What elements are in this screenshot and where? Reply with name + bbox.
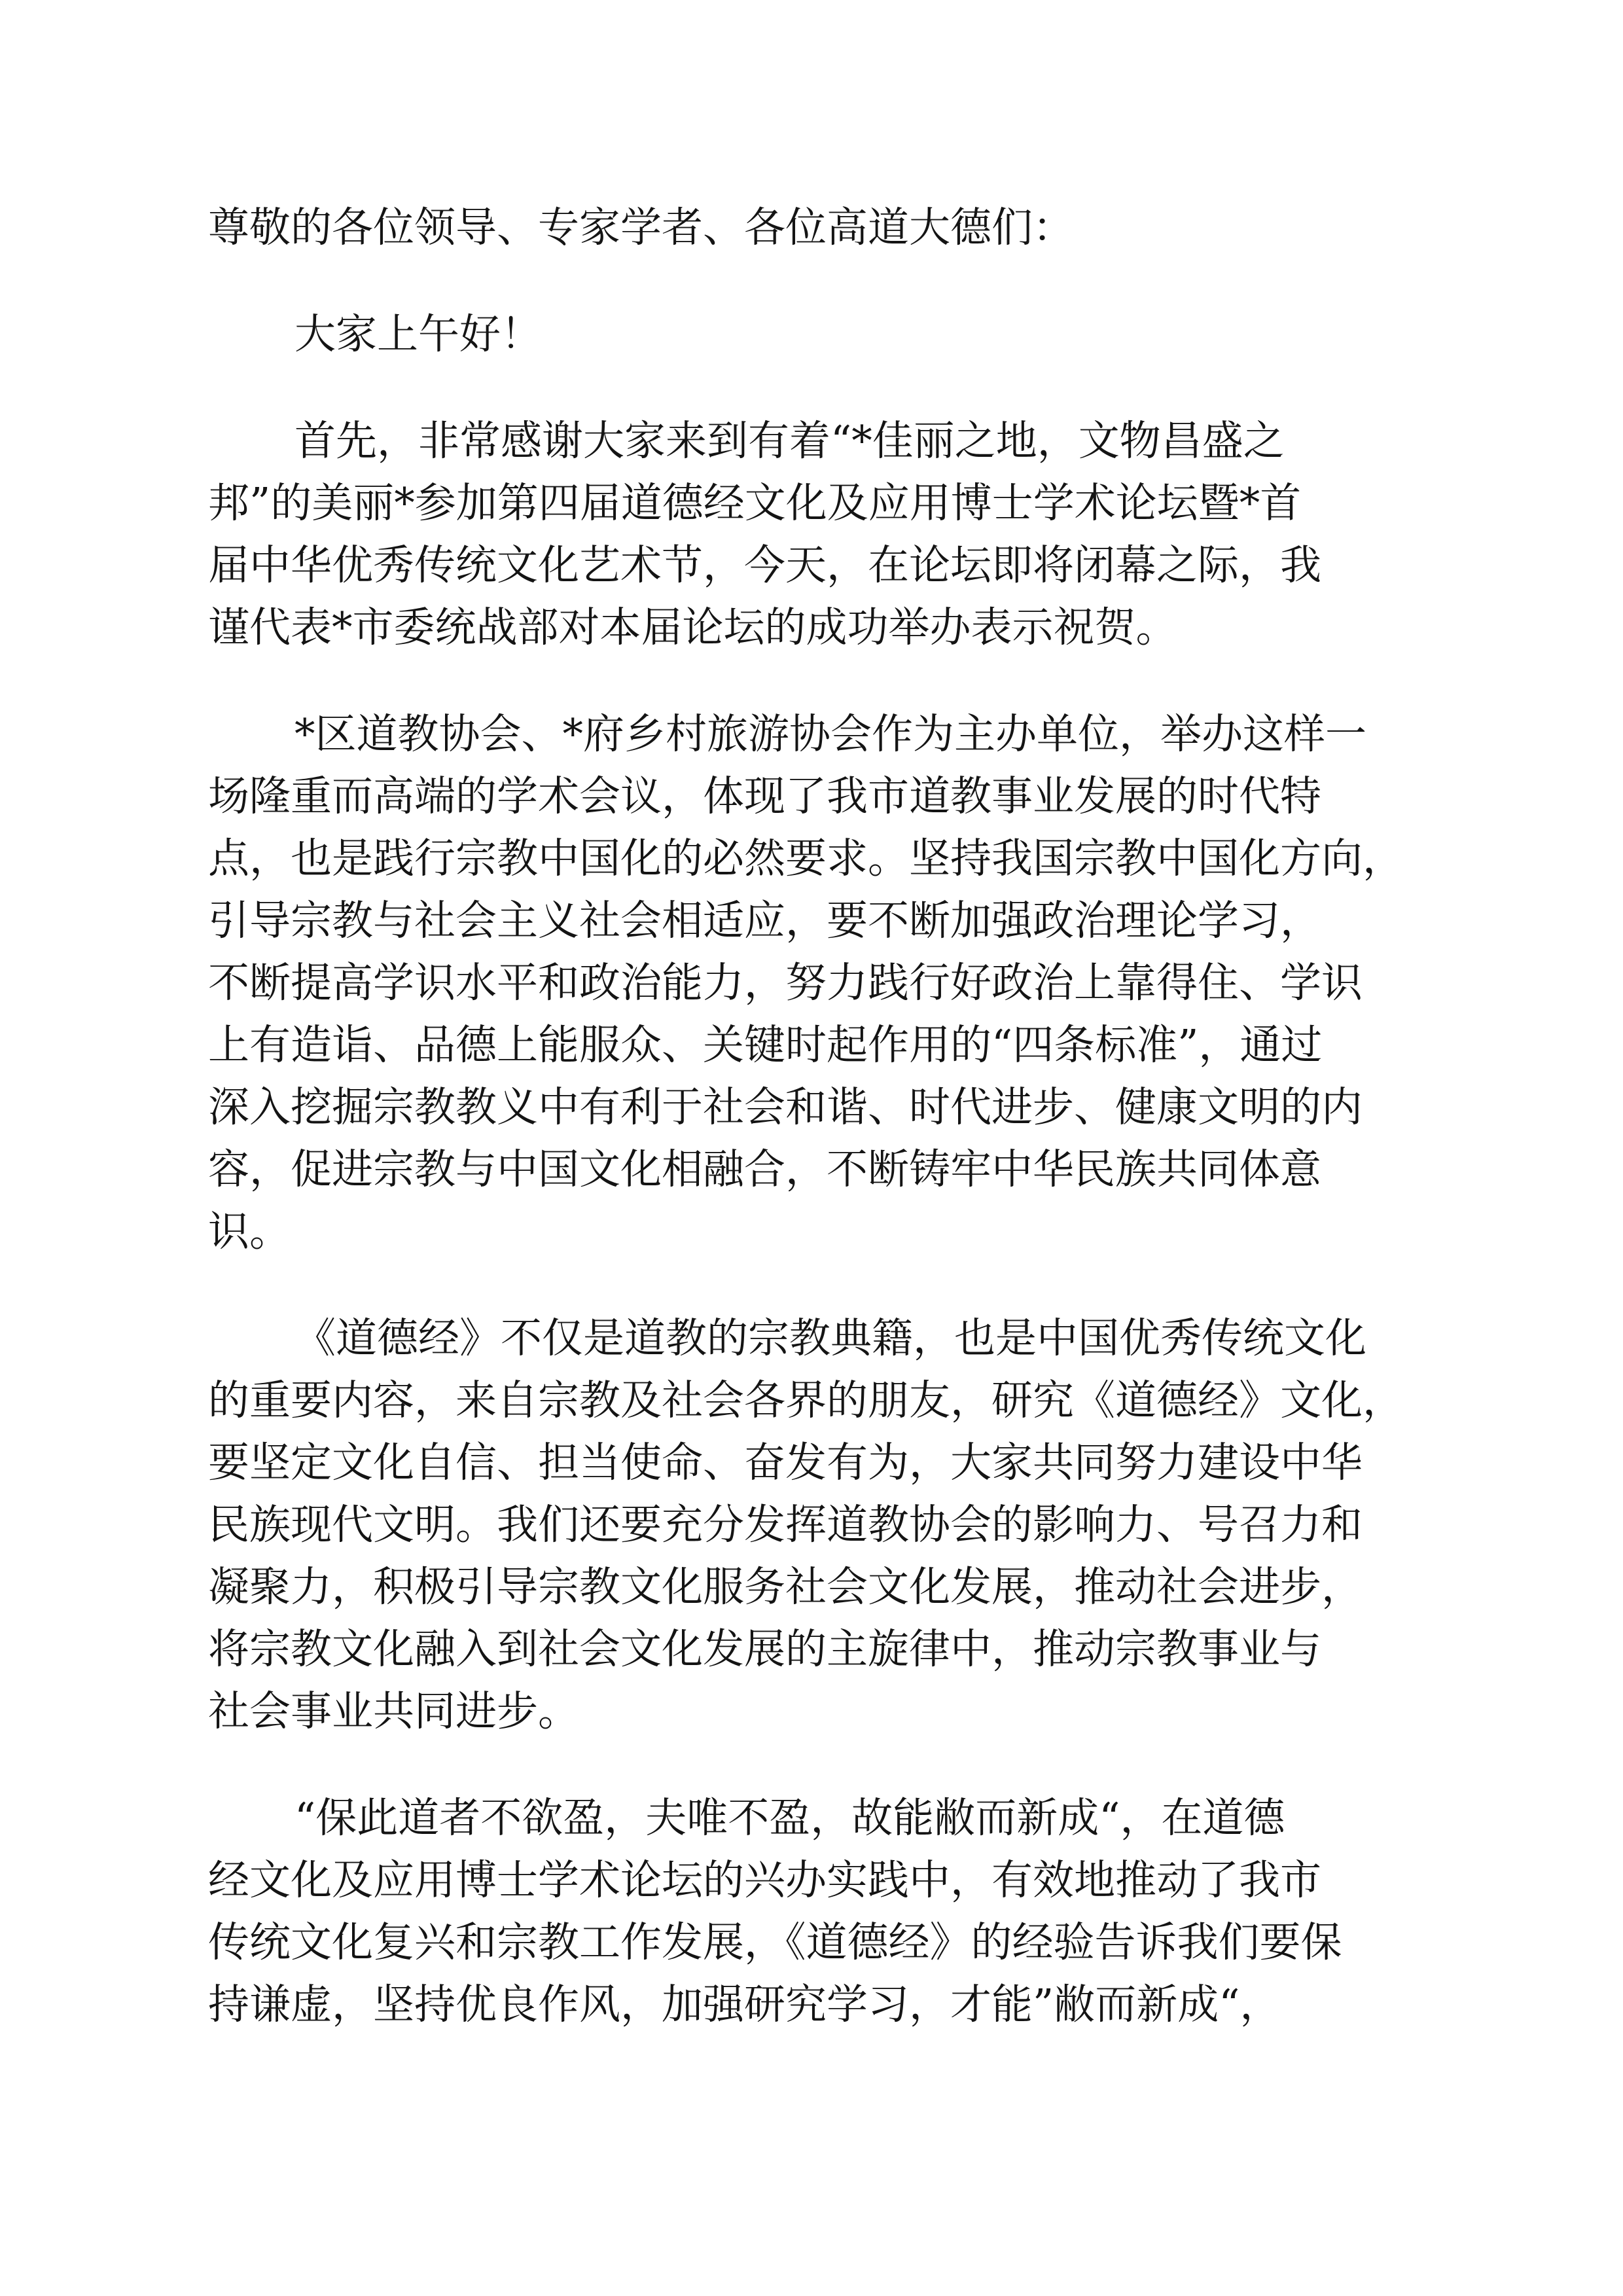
document-body <box>208 196 1438 2080</box>
paragraph-line: 的重要内容，来自宗教及社会各界的朋友，研究《道德经》文化， <box>208 1376 1404 1424</box>
paragraph-line: 届中华优秀传统文化艺术节，今天，在论坛即将闭幕之际，我 <box>208 541 1321 589</box>
paragraph-line: 首先，非常感谢大家来到有着“*佳丽之地，文物昌盛之 <box>294 417 1285 465</box>
paragraph-line: 邦”的美丽*参加第四届道德经文化及应用博士学术论坛暨*首 <box>208 479 1302 527</box>
paragraph-line: 容，促进宗教与中国文化相融合，不断铸牢中华民族共同体意 <box>208 1145 1321 1193</box>
quote-paragraph <box>208 1787 1438 2036</box>
paragraph-line: 场隆重而高端的学术会议，体现了我市道教事业发展的时代特 <box>208 772 1321 820</box>
paragraph-line: 不断提高学识水平和政治能力，努力践行好政治上靠得住、学识 <box>208 959 1363 1007</box>
daodejing-paragraph <box>208 1307 1438 1742</box>
opening-paragraph <box>208 410 1438 658</box>
paragraph-line: 凝聚力，积极引导宗教文化服务社会文化发展，推动社会进步， <box>208 1563 1363 1611</box>
paragraph-line: 点，也是践行宗教中国化的必然要求。坚持我国宗教中国化方向， <box>208 834 1404 882</box>
paragraph-line: 深入挖掘宗教教义中有利于社会和谐、时代进步、健康文明的内 <box>208 1083 1363 1131</box>
paragraph-line: 尊敬的各位领导、专家学者、各位高道大德们： <box>208 204 1074 251</box>
paragraph-line: 经文化及应用博士学术论坛的兴办实践中，有效地推动了我市 <box>208 1856 1321 1904</box>
salutation-paragraph <box>208 196 1438 259</box>
paragraph-line: 上有造诣、品德上能服众、关键时起作用的“四条标准”，通过 <box>208 1021 1323 1069</box>
paragraph-line: 将宗教文化融入到社会文化发展的主旋律中，推动宗教事业与 <box>208 1625 1321 1673</box>
paragraph-line: *区道教协会、*府乡村旅游协会作为主办单位，举办这样一 <box>294 710 1366 758</box>
paragraph-line: 持谦虚，坚持优良作风，加强研究学习，才能”敝而新成“， <box>208 1981 1281 2028</box>
paragraph-line: 传统文化复兴和宗教工作发展，《道德经》的经验告诉我们要保 <box>208 1918 1342 1966</box>
paragraph-line: 要坚定文化自信、担当使命、奋发有为，大家共同努力建设中华 <box>208 1439 1363 1486</box>
paragraph-line: 识。 <box>208 1208 291 1255</box>
paragraph-line: 《道德经》不仅是道教的宗教典籍，也是中国优秀传统文化 <box>294 1314 1366 1362</box>
paragraph-line: 社会事业共同进步。 <box>208 1687 579 1735</box>
paragraph-line: 大家上午好！ <box>294 310 542 358</box>
paragraph-line: 引导宗教与社会主义社会相适应，要不断加强政治理论学习， <box>208 897 1321 944</box>
paragraph-line: “保此道者不欲盈，夫唯不盈，故能敝而新成“，在道德 <box>294 1794 1285 1842</box>
greeting-paragraph <box>208 303 1438 365</box>
organizers-paragraph <box>208 703 1438 1263</box>
paragraph-line: 谨代表*市委统战部对本届论坛的成功举办表示祝贺。 <box>208 603 1177 651</box>
paragraph-line: 民族现代文明。我们还要充分发挥道教协会的影响力、号召力和 <box>208 1501 1363 1549</box>
